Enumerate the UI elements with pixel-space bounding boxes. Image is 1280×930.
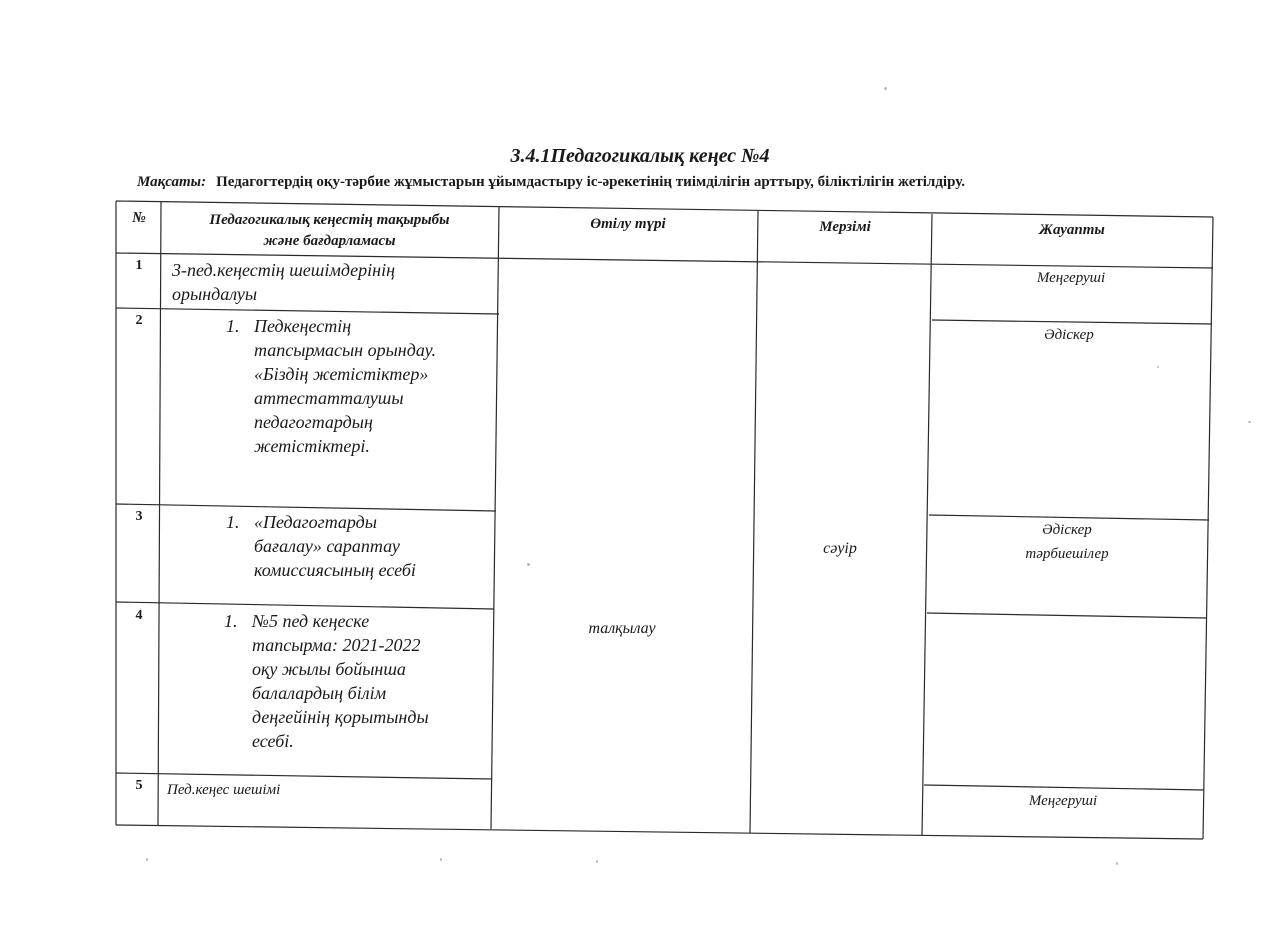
scan-speck <box>527 563 530 566</box>
goal-text: Педагогтердің оқу-тәрбие жұмыстарын ұйымдастыру іс-әрекетінің тиімділігін арттыру, біліктілігін жетілдіру. <box>216 174 965 190</box>
header-responsible: Жауапты <box>1039 222 1105 238</box>
scan-speck <box>146 858 148 861</box>
row-2-topic-line: аттестатталушы <box>254 388 404 408</box>
header-topic <box>163 210 496 252</box>
row-3-list-num: 1. <box>226 512 240 532</box>
row-4-topic-line: тапсырма: 2021-2022 <box>252 635 421 655</box>
row-1-responsible: Меңгеруші <box>1036 270 1106 286</box>
row-3-responsible-line1: Әдіскер <box>1042 522 1092 538</box>
row-4-list-num: 1. <box>224 611 238 631</box>
goal-label: Мақсаты: <box>137 174 207 190</box>
row-1-topic-line2: орындалуы <box>172 284 258 304</box>
row-2-topic-line: жетістіктері. <box>254 436 370 456</box>
scan-speck <box>440 858 442 861</box>
header-form: Өтілу түрі <box>590 216 666 232</box>
row-2-list-num: 1. <box>226 316 240 336</box>
row-3-topic-line: комиссиясының есебі <box>254 560 416 580</box>
scan-speck <box>1116 862 1118 865</box>
scan-speck <box>884 87 887 90</box>
row-num-3: 3 <box>135 509 143 524</box>
deadline-value: сәуір <box>823 540 857 557</box>
header-topic-line1: Педагогикалық кеңестің тақырыбы <box>209 212 450 228</box>
row-4-topic-line: балалардың білім <box>252 683 387 703</box>
page-title: 3.4.1Педагогикалық кеңес №4 <box>510 145 770 167</box>
scan-speck <box>1248 421 1251 423</box>
row-1-topic <box>172 258 492 306</box>
row-5-responsible: Меңгеруші <box>1028 793 1098 809</box>
scan-speck <box>596 860 598 863</box>
row-2-topic <box>226 314 491 458</box>
row-4-topic-line: деңгейінің қорытынды <box>252 707 429 727</box>
row-2-topic-line: тапсырмасын орындау. <box>254 340 436 360</box>
row-4-topic-line: оқу жылы бойынша <box>252 659 406 679</box>
row-num-2: 2 <box>135 313 143 328</box>
scan-speck <box>1157 366 1159 368</box>
form-value: талқылау <box>588 620 656 637</box>
row-4-topic-line: есебі. <box>252 731 294 751</box>
row-2-topic-line: «Біздің жетістіктер» <box>254 364 429 384</box>
row-4-topic-line: №5 пед кеңеске <box>252 611 370 631</box>
row-3-topic-line: «Педагогтарды <box>254 512 377 532</box>
header-topic-line2: және бағдарламасы <box>263 233 396 249</box>
row-num-1: 1 <box>135 258 143 273</box>
row-num-5: 5 <box>135 778 143 793</box>
row-3-topic <box>226 510 491 582</box>
row-1-topic-line1: 3-пед.кеңестің шешімдерінің <box>172 260 396 280</box>
header-deadline: Мерзімі <box>819 219 871 235</box>
row-3-responsible <box>928 518 1206 566</box>
row-3-responsible-line2: тәрбиешілер <box>1025 546 1109 562</box>
row-3-topic-line: бағалау» сараптау <box>254 536 400 556</box>
row-2-responsible: Әдіскер <box>1044 327 1094 343</box>
row-num-4: 4 <box>135 608 143 623</box>
row-5-topic: Пед.кеңес шешімі <box>167 782 281 798</box>
header-num: № <box>132 210 146 226</box>
row-2-topic-line: педагогтардың <box>254 412 373 432</box>
row-2-topic-line: Педкеңестің <box>254 316 352 336</box>
row-4-topic <box>224 609 489 753</box>
